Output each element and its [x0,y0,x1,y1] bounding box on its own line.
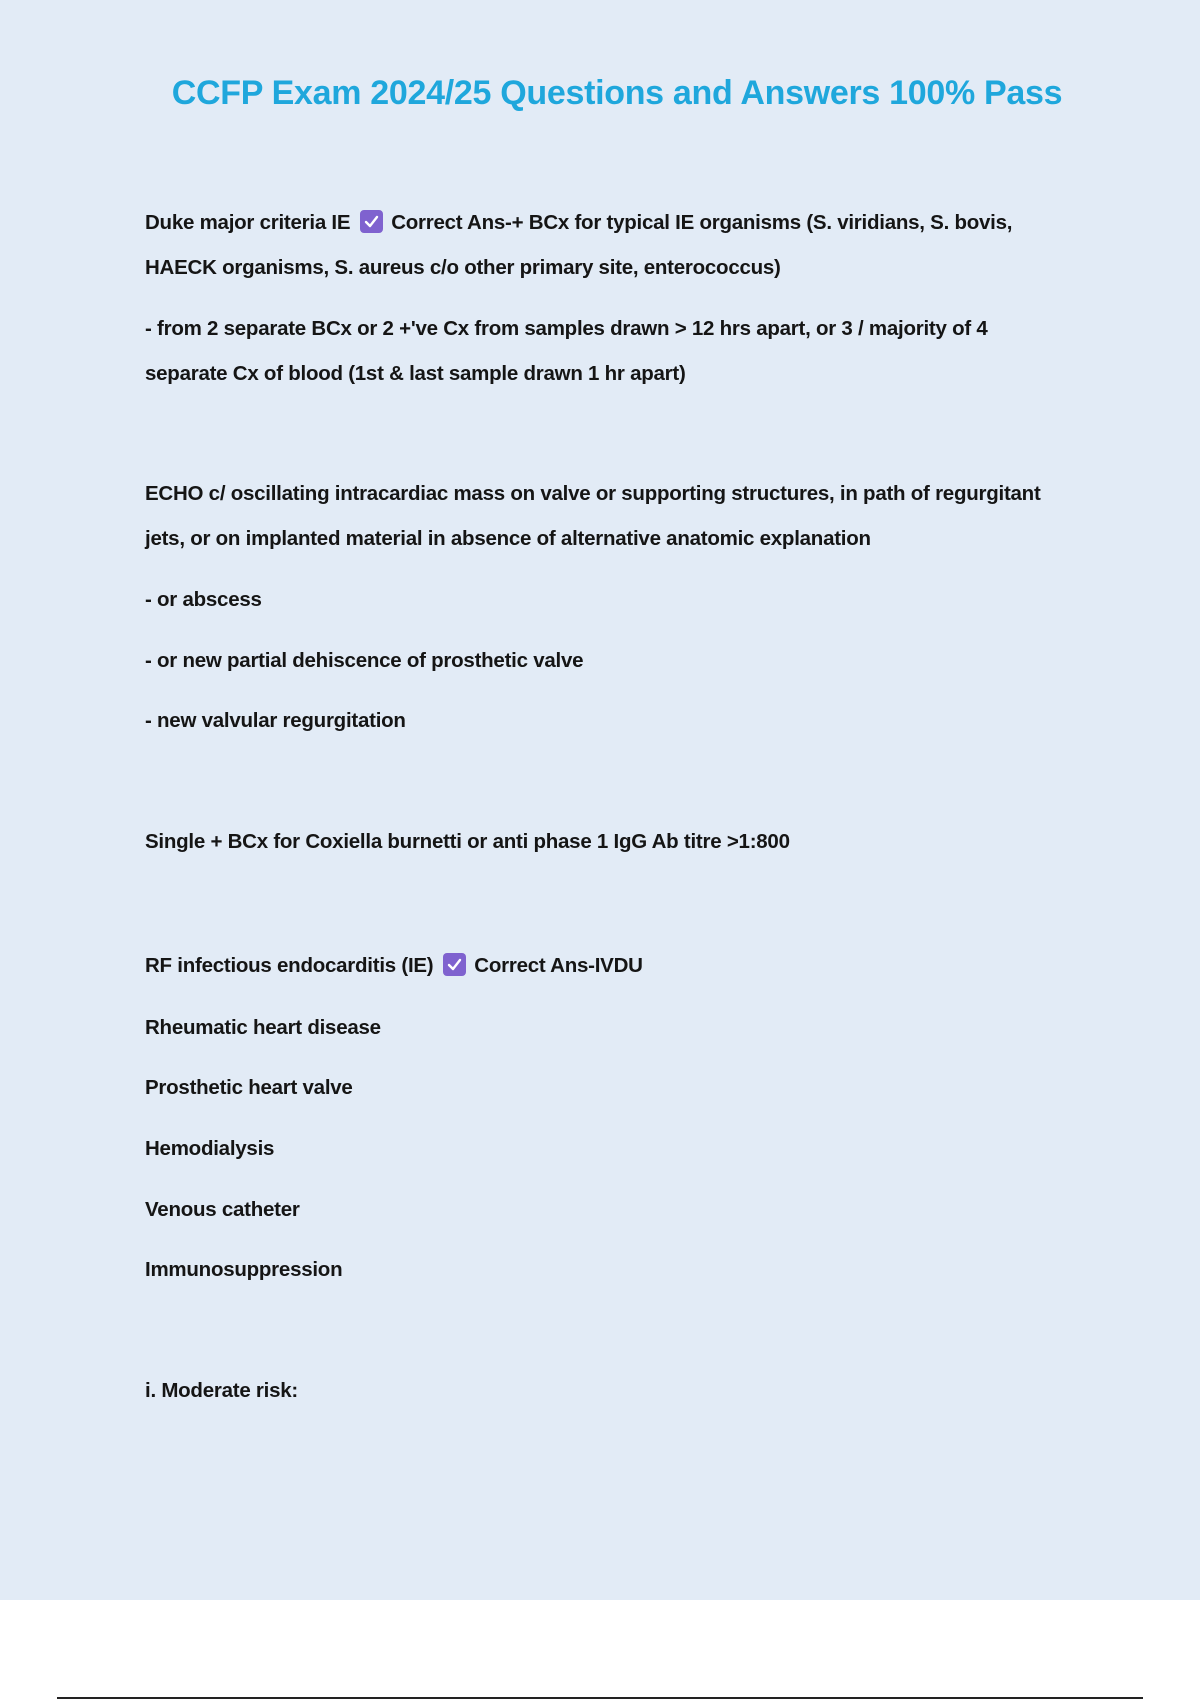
checkmark-icon [443,953,466,976]
text-line: jets, or on implanted material in absence of alternative anatomic explanation [145,527,871,550]
footer-divider [57,1697,1143,1699]
text-line: - or abscess [145,588,262,611]
text-line [145,953,643,978]
checkmark-icon [360,210,383,233]
question-text: Duke major criteria IE [145,211,351,234]
text-line: HAECK organisms, S. aureus c/o other primary site, enterococcus) [145,256,781,279]
answer-text: Correct Ans-+ BCx for typical IE organisms (S. viridians, S. bovis, [391,211,1013,234]
text-line: Rheumatic heart disease [145,1016,381,1039]
text-line: Venous catheter [145,1198,300,1221]
text-line: separate Cx of blood (1st & last sample drawn 1 hr apart) [145,362,686,385]
question-text: RF infectious endocarditis (IE) [145,954,434,977]
document-title: CCFP Exam 2024/25 Questions and Answers 100% Pass [171,74,1063,112]
text-line: - new valvular regurgitation [145,709,406,732]
text-line: - from 2 separate BCx or 2 +'ve Cx from samples drawn > 12 hrs apart, or 3 / majority of 4 [145,317,988,340]
text-line: Hemodialysis [145,1137,275,1160]
text-line: Immunosuppression [145,1258,343,1281]
text-line [145,210,1012,235]
text-line: ECHO c/ oscillating intracardiac mass on valve or supporting structures, in path of regurgitant [145,482,1041,505]
text-line: - or new partial dehiscence of prosthetic valve [145,649,584,672]
text-line: Single + BCx for Coxiella burnetti or anti phase 1 IgG Ab titre >1:800 [145,830,790,853]
text-line: Prosthetic heart valve [145,1076,353,1099]
answer-text: Correct Ans-IVDU [474,954,643,977]
text-line: i. Moderate risk: [145,1379,298,1402]
